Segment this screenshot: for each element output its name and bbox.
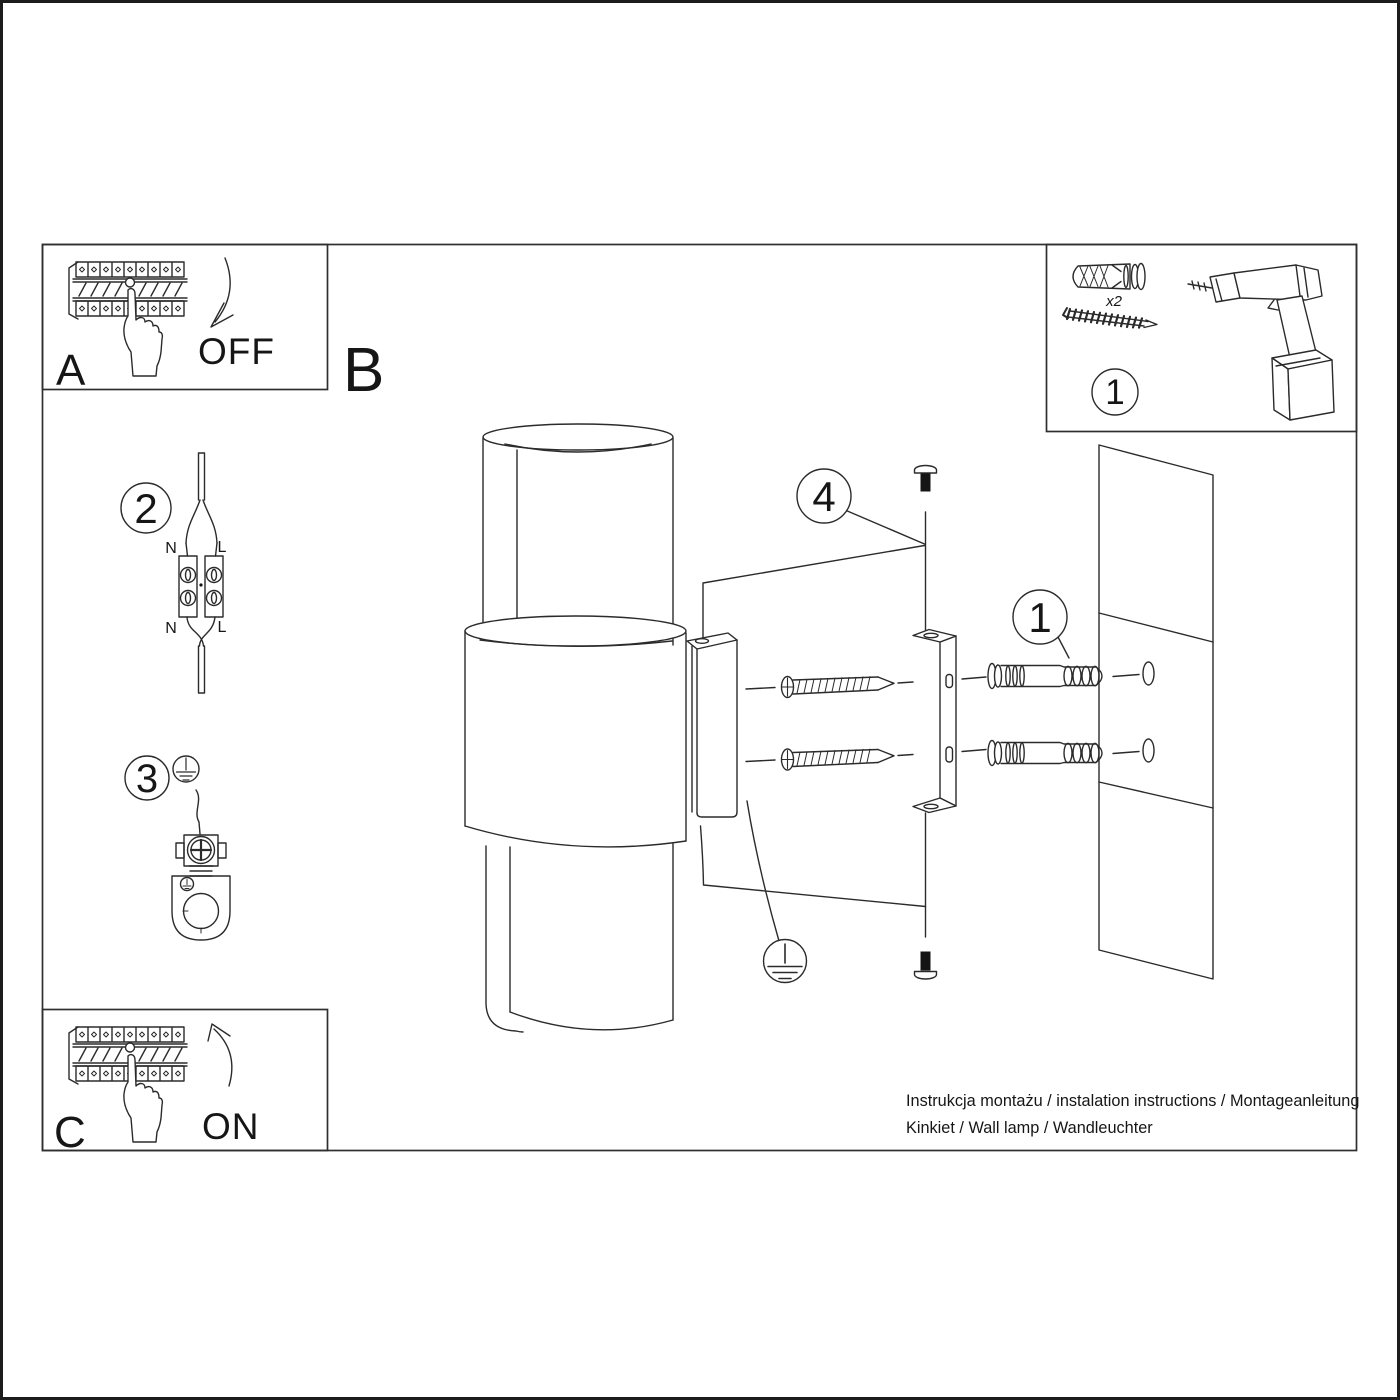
cover-screw-top-icon (915, 466, 937, 492)
pointing-hand-icon (124, 289, 162, 376)
lamp-mount-box-icon (687, 633, 737, 817)
step3-grounding-diagram (172, 756, 230, 940)
section-c-label: C (54, 1108, 86, 1157)
wall-plug-icon (1073, 264, 1145, 290)
sheet-border (2, 2, 1399, 1399)
wall-anchor-icon (988, 664, 1139, 689)
arrow-up-icon (208, 1024, 232, 1086)
pointing-hand-icon (124, 1055, 162, 1142)
drill-hole-bottom (1143, 739, 1154, 762)
ground-wire-icon (196, 790, 200, 834)
section-b-box (43, 245, 1360, 1151)
drill-icon (1188, 265, 1334, 420)
off-label: OFF (198, 331, 275, 372)
wall-bracket-icon (913, 630, 956, 813)
leader-lines (701, 510, 1070, 941)
terminal-screw-icon (176, 835, 226, 876)
wall-lamp-drawing (465, 424, 737, 1032)
step-4-number: 4 (812, 473, 836, 520)
wall-icon (1099, 445, 1213, 979)
wire-label-live-bottom: L (217, 619, 227, 636)
screw-icon (746, 677, 913, 698)
parts-step-1-number: 1 (1105, 373, 1125, 412)
section-a-label: A (56, 346, 86, 395)
section-b-label: B (343, 336, 385, 405)
drill-hole-top (1143, 662, 1154, 685)
step2-wiring-diagram (165, 453, 226, 693)
wire-label-neutral-top: N (165, 540, 177, 557)
footer-line2: Kinkiet / Wall lamp / Wandleuchter (906, 1119, 1153, 1137)
ground-symbol-icon (173, 756, 199, 782)
on-label: ON (202, 1106, 260, 1147)
screw-icon (746, 749, 913, 770)
step-3-number: 3 (135, 757, 159, 801)
mounting-hardware (746, 466, 1139, 983)
wire-label-live-top: L (217, 539, 227, 556)
step-1-number: 1 (1028, 594, 1052, 641)
lamp-bracket-piece-icon (172, 876, 230, 940)
arrow-down-icon (211, 258, 233, 327)
cover-screw-bottom-icon (915, 952, 937, 980)
step-2-number: 2 (134, 485, 158, 532)
ground-symbol-icon (764, 940, 807, 983)
terminal-block-icon (179, 556, 223, 617)
wall-anchor-icon (988, 741, 1139, 766)
footer-line1: Instrukcja montażu / instalation instructions / Montageanleitung (906, 1092, 1360, 1110)
wire-label-neutral-bottom: N (165, 620, 177, 637)
screw-icon (1063, 308, 1157, 328)
quantity-label: x2 (1106, 293, 1122, 310)
lamp-glass-top (483, 424, 673, 450)
text-labels (54, 293, 1359, 1157)
